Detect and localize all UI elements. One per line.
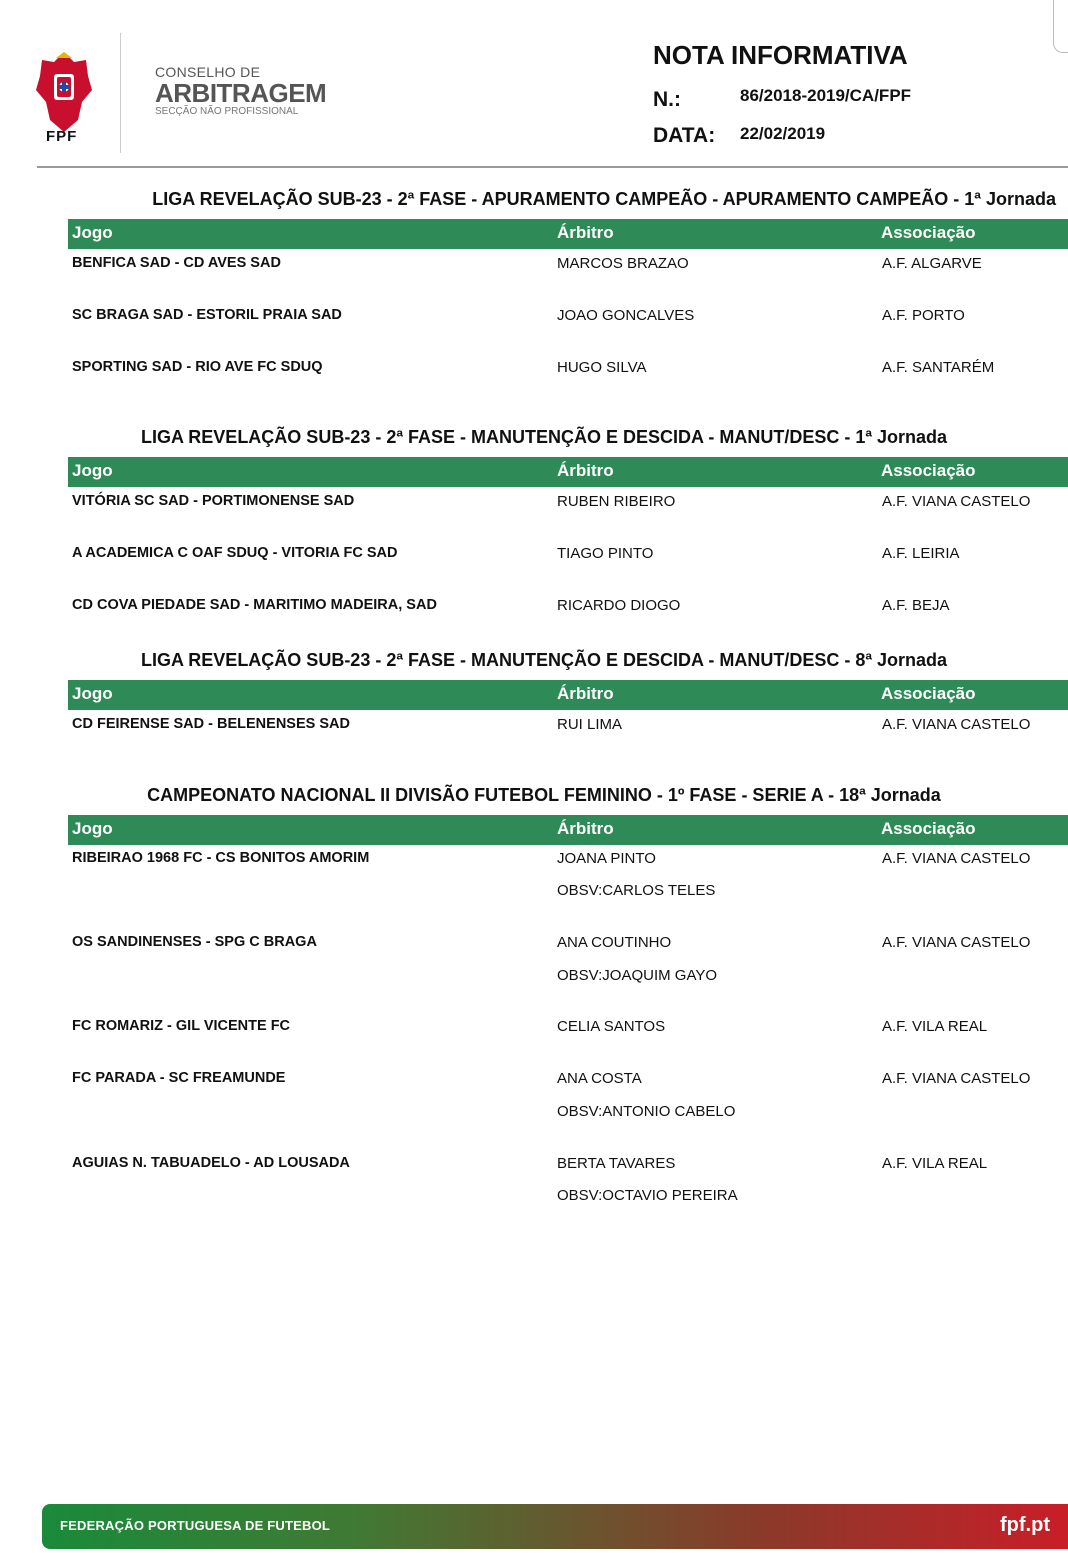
col-jogo: Jogo xyxy=(72,684,113,703)
section-title: LIGA REVELAÇÃO SUB-23 - 2ª FASE - MANUTENÇÃO E DESCIDA - MANUT/DESC - 1ª Jornada xyxy=(140,427,948,447)
page-title: NOTA INFORMATIVA xyxy=(653,40,908,70)
table-row-observer: OBSV:OCTAVIO PEREIRA xyxy=(557,1187,738,1204)
col-associacao: Associação xyxy=(881,819,976,838)
table-row-associacao: A.F. VIANA CASTELO xyxy=(882,493,1031,510)
col-arbitro: Árbitro xyxy=(557,819,614,838)
col-arbitro: Árbitro xyxy=(557,684,614,703)
table-header xyxy=(68,457,1068,487)
table-row-associacao: A.F. SANTARÉM xyxy=(882,359,995,376)
table-row-associacao: A.F. VILA REAL xyxy=(882,1018,988,1035)
table-row-arbitro: ANA COUTINHO xyxy=(557,934,672,951)
table-row-arbitro: RICARDO DIOGO xyxy=(557,597,681,614)
table-row-jogo: RIBEIRAO 1968 FC - CS BONITOS AMORIM xyxy=(72,850,370,866)
footer-org-name: FEDERAÇÃO PORTUGUESA DE FUTEBOL xyxy=(60,1518,331,1533)
table-row-arbitro: RUBEN RIBEIRO xyxy=(557,493,676,510)
table-row-associacao: A.F. VIANA CASTELO xyxy=(882,850,1031,867)
table-row-arbitro: HUGO SILVA xyxy=(557,359,647,376)
table-row-associacao: A.F. VIANA CASTELO xyxy=(882,1070,1031,1087)
table-row-jogo: A ACADEMICA C OAF SDUQ - VITORIA FC SAD xyxy=(72,545,398,561)
table-row-jogo: OS SANDINENSES - SPG C BRAGA xyxy=(72,934,317,950)
table-row-jogo: CD COVA PIEDADE SAD - MARITIMO MADEIRA, SAD xyxy=(72,597,437,613)
col-arbitro: Árbitro xyxy=(557,223,614,242)
table-row-jogo: CD FEIRENSE SAD - BELENENSES SAD xyxy=(72,716,350,732)
table-row-associacao: A.F. VILA REAL xyxy=(882,1155,988,1172)
footer-site-link[interactable]: fpf.pt xyxy=(1000,1514,1050,1536)
table-header xyxy=(68,815,1068,845)
table-row-jogo: FC ROMARIZ - GIL VICENTE FC xyxy=(72,1018,291,1034)
council-big: ARBITRAGEM xyxy=(155,78,327,108)
table-row-associacao: A.F. VIANA CASTELO xyxy=(882,934,1031,951)
header-rule xyxy=(37,166,1068,168)
footer-bar xyxy=(42,1504,1068,1549)
table-row-observer: OBSV:CARLOS TELES xyxy=(557,882,716,899)
table-row-associacao: A.F. PORTO xyxy=(882,307,965,324)
col-jogo: Jogo xyxy=(72,461,113,480)
table-row-arbitro: JOANA PINTO xyxy=(557,850,656,867)
table-row-associacao: A.F. ALGARVE xyxy=(882,255,982,272)
fpf-label: FPF xyxy=(46,128,78,145)
table-row-associacao: A.F. VIANA CASTELO xyxy=(882,716,1031,733)
number-value: 86/2018-2019/CA/FPF xyxy=(740,86,912,105)
section-title: CAMPEONATO NACIONAL II DIVISÃO FUTEBOL FEMININO - 1º FASE - SERIE A - 18ª Jornada xyxy=(147,785,941,805)
col-jogo: Jogo xyxy=(72,223,113,242)
table-row-arbitro: TIAGO PINTO xyxy=(557,545,654,562)
table-row-jogo: VITÓRIA SC SAD - PORTIMONENSE SAD xyxy=(72,493,355,509)
table-row-arbitro: RUI LIMA xyxy=(557,716,623,733)
table-row-jogo: AGUIAS N. TABUADELO - AD LOUSADA xyxy=(72,1155,350,1171)
council-sub: SECÇÃO NÃO PROFISSIONAL xyxy=(155,106,299,117)
section-title: LIGA REVELAÇÃO SUB-23 - 2ª FASE - APURAMENTO CAMPEÃO - APURAMENTO CAMPEÃO - 1ª Jornada xyxy=(152,189,1056,209)
date-label: DATA: xyxy=(653,124,716,147)
col-associacao: Associação xyxy=(881,684,976,703)
table-row-associacao: A.F. LEIRIA xyxy=(882,545,960,562)
col-associacao: Associação xyxy=(881,223,976,242)
table-header xyxy=(68,219,1068,249)
header-divider xyxy=(120,33,121,153)
scroll-edge xyxy=(1053,0,1068,53)
table-row-jogo: SC BRAGA SAD - ESTORIL PRAIA SAD xyxy=(72,307,342,323)
table-row-associacao: A.F. BEJA xyxy=(882,597,950,614)
col-jogo: Jogo xyxy=(72,819,113,838)
col-arbitro: Árbitro xyxy=(557,461,614,480)
table-row-jogo: FC PARADA - SC FREAMUNDE xyxy=(72,1070,286,1086)
table-row-arbitro: MARCOS BRAZAO xyxy=(557,255,689,272)
table-row-arbitro: BERTA TAVARES xyxy=(557,1155,676,1172)
table-row-arbitro: CELIA SANTOS xyxy=(557,1018,666,1035)
col-associacao: Associação xyxy=(881,461,976,480)
date-value: 22/02/2019 xyxy=(740,124,826,143)
section-title: LIGA REVELAÇÃO SUB-23 - 2ª FASE - MANUTENÇÃO E DESCIDA - MANUT/DESC - 8ª Jornada xyxy=(140,650,948,670)
table-row-observer: OBSV:ANTONIO CABELO xyxy=(557,1103,736,1120)
number-label: N.: xyxy=(653,88,681,111)
council-small: CONSELHO DE xyxy=(155,64,261,80)
table-header xyxy=(68,680,1068,710)
table-row-arbitro: JOAO GONCALVES xyxy=(557,307,695,324)
table-row-jogo: BENFICA SAD - CD AVES SAD xyxy=(72,255,281,271)
table-row-observer: OBSV:JOAQUIM GAYO xyxy=(557,967,718,984)
table-row-jogo: SPORTING SAD - RIO AVE FC SDUQ xyxy=(72,359,323,375)
table-row-arbitro: ANA COSTA xyxy=(557,1070,642,1087)
